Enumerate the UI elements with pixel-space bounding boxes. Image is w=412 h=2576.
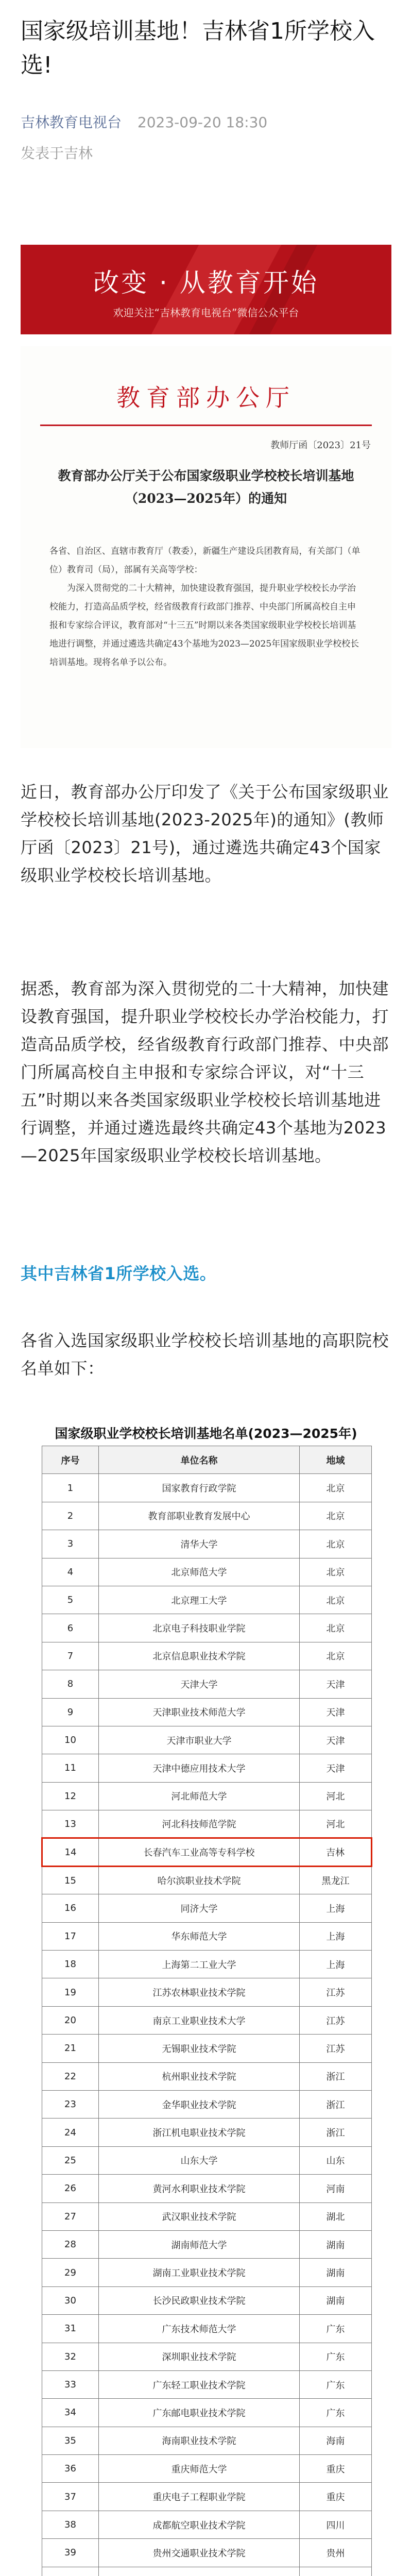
row-region: 贵州 (300, 2539, 372, 2567)
row-unit-name: 华东师范大学 (99, 1922, 300, 1950)
article-meta (21, 112, 267, 133)
row-region: 河北 (300, 1810, 372, 1838)
row-unit-name: 哈尔滨职业技术学院 (99, 1866, 300, 1894)
document-image (21, 346, 391, 748)
row-unit-name: 天津大学 (99, 1670, 300, 1698)
table-row (42, 2006, 372, 2034)
row-index: 1 (42, 1474, 99, 1502)
row-index: 29 (42, 2259, 99, 2286)
row-region: 吉林 (300, 1838, 372, 1866)
row-region: 天津 (300, 1754, 372, 1782)
row-region: 重庆 (300, 2455, 372, 2483)
row-unit-name: 天津市职业大学 (99, 1726, 300, 1754)
table-row (42, 2370, 372, 2398)
row-index: 14 (42, 1838, 99, 1866)
table-row (42, 1698, 372, 1726)
table-row (42, 2539, 372, 2567)
row-unit-name: 天津职业技术师范大学 (99, 1698, 300, 1726)
table-row (42, 2259, 372, 2286)
row-index: 2 (42, 1502, 99, 1530)
row-unit-name: 武汉职业技术学院 (99, 2202, 300, 2230)
row-region: 广东 (300, 2315, 372, 2343)
row-unit-name: 重庆电子工程职业学院 (99, 2483, 300, 2511)
row-region: 广东 (300, 2399, 372, 2427)
row-index: 4 (42, 1558, 99, 1586)
row-region: 北京 (300, 1474, 372, 1502)
row-index: 13 (42, 1810, 99, 1838)
row-unit-name: 河北科技师范学院 (99, 1810, 300, 1838)
row-unit-name: 北京理工大学 (99, 1586, 300, 1614)
table-row (42, 2343, 372, 2370)
table-row (42, 1866, 372, 1894)
row-region: 江苏 (300, 2035, 372, 2062)
banner-title: 改变 · 从教育开始 (93, 268, 319, 298)
row-index: 39 (42, 2539, 99, 2567)
row-region: 江苏 (300, 1978, 372, 2006)
row-index: 8 (42, 1670, 99, 1698)
row-index: 32 (42, 2343, 99, 2370)
row-region: 北京 (300, 1642, 372, 1670)
row-index: 36 (42, 2455, 99, 2483)
row-region: 天津 (300, 1698, 372, 1726)
row-region: 上海 (300, 1951, 372, 1978)
document-paragraph: 为深入贯彻党的二十大精神，加快建设教育强国，提升职业学校校长办学治校能力，打造高品质学校，经省级教育行政部门推荐、中央部门所属高校自主申报和专家综合评议，教育部对“十三五”时期以来各类国家级职业学校校长培训基地进行调整，并通过遴选共确定43个基地为2023—2025年国家级职业学校校长培训基地。现将名单予以公布。 (49, 583, 359, 668)
row-region: 湖北 (300, 2202, 372, 2230)
row-region: 北京 (300, 1502, 372, 1530)
row-unit-name: 广东技术师范大学 (99, 2315, 300, 2343)
row-unit-name (99, 2567, 300, 2576)
header-index: 序号 (42, 1446, 99, 1474)
row-region: 浙江 (300, 2062, 372, 2090)
training-base-table (41, 1446, 372, 2576)
banner-subtitle: 欢迎关注“吉林教育电视台”微信公众平台 (113, 307, 299, 319)
table-row (42, 1558, 372, 1586)
row-region: 浙江 (300, 2119, 372, 2146)
row-index: 38 (42, 2511, 99, 2538)
row-region: 山东 (300, 2146, 372, 2174)
row-unit-name: 同济大学 (99, 1894, 300, 1922)
table-row (42, 2286, 372, 2314)
table-row (42, 2230, 372, 2258)
row-region: 四川 (300, 2511, 372, 2538)
table-row (42, 1838, 372, 1866)
table-row (42, 2455, 372, 2483)
row-index: 5 (42, 1586, 99, 1614)
document-title: 教育部办公厅关于公布国家级职业学校校长培训基地（2023—2025年）的通知 (58, 468, 354, 506)
row-index: 30 (42, 2286, 99, 2314)
table-row (42, 1951, 372, 1978)
table-row (42, 2062, 372, 2090)
row-unit-name: 北京师范大学 (99, 1558, 300, 1586)
table-row (42, 1502, 372, 1530)
row-region: 上海 (300, 1894, 372, 1922)
article-title: 国家级培训基地！吉林省1所学校入选! (21, 18, 375, 78)
table-row (42, 2399, 372, 2427)
row-region: 湖南 (300, 2286, 372, 2314)
table-row (42, 1530, 372, 1558)
row-unit-name: 湖南工业职业技术学院 (99, 2259, 300, 2286)
row-unit-name: 南京工业职业技术大学 (99, 2006, 300, 2034)
row-unit-name: 无锡职业技术学院 (99, 2035, 300, 2062)
table-row (42, 1726, 372, 1754)
row-unit-name: 上海第二工业大学 (99, 1951, 300, 1978)
table-row (42, 2146, 372, 2174)
document-number: 教师厅函〔2023〕21号 (270, 440, 371, 451)
row-unit-name: 长春汽车工业高等专科学校 (99, 1838, 300, 1866)
row-index: 21 (42, 2035, 99, 2062)
row-unit-name: 杭州职业技术学院 (99, 2062, 300, 2090)
row-index: 18 (42, 1951, 99, 1978)
row-index: 34 (42, 2399, 99, 2427)
row-unit-name: 河北师范大学 (99, 1782, 300, 1810)
row-unit-name: 海南职业技术学院 (99, 2427, 300, 2454)
row-region: 湖南 (300, 2230, 372, 2258)
row-region: 上海 (300, 1922, 372, 1950)
row-region: 天津 (300, 1670, 372, 1698)
row-index: 23 (42, 2090, 99, 2118)
row-index: 19 (42, 1978, 99, 2006)
table-row (42, 1810, 372, 1838)
row-index: 20 (42, 2006, 99, 2034)
row-index: 10 (42, 1726, 99, 1754)
table-body (42, 1474, 372, 2576)
header-region: 地域 (300, 1446, 372, 1474)
row-region: 北京 (300, 1530, 372, 1558)
row-index: 7 (42, 1642, 99, 1670)
row-index: 35 (42, 2427, 99, 2454)
row-unit-name: 广东轻工职业技术学院 (99, 2370, 300, 2398)
table-row (42, 2175, 372, 2202)
row-region: 北京 (300, 1558, 372, 1586)
paragraph-intro: 近日，教育部办公厅印发了《关于公布国家级职业学校校长培训基地(2023-2025年)的通知》(教师厅函〔2023〕21号)，通过遴选共确定43个国家级职业学校校长培训基地。 (21, 782, 389, 885)
table-row (42, 1754, 372, 1782)
row-unit-name: 国家教育行政学院 (99, 1474, 300, 1502)
row-region: 广东 (300, 2370, 372, 2398)
document-red-rule (40, 425, 372, 426)
row-region: 天津 (300, 1726, 372, 1754)
table-row (42, 1586, 372, 1614)
table-row (42, 2427, 372, 2454)
table-row (42, 1894, 372, 1922)
row-region: 黑龙江 (300, 1866, 372, 1894)
row-index: 11 (42, 1754, 99, 1782)
row-index: 6 (42, 1614, 99, 1642)
row-unit-name: 北京信息职业技术学院 (99, 1642, 300, 1670)
table-header-row (42, 1446, 372, 1474)
table-row (42, 2119, 372, 2146)
row-unit-name: 教育部职业教育发展中心 (99, 1502, 300, 1530)
document-header: 教育部办公厅 (116, 384, 296, 412)
row-unit-name: 黄河水利职业技术学院 (99, 2175, 300, 2202)
row-unit-name: 金华职业技术学院 (99, 2090, 300, 2118)
row-region: 广东 (300, 2343, 372, 2370)
row-region: 海南 (300, 2427, 372, 2454)
row-index: 16 (42, 1894, 99, 1922)
row-unit-name: 贵州交通职业技术学院 (99, 2539, 300, 2567)
row-unit-name: 湖南师范大学 (99, 2230, 300, 2258)
row-index: 17 (42, 1922, 99, 1950)
row-index: 27 (42, 2202, 99, 2230)
table-row (42, 2035, 372, 2062)
row-unit-name: 长沙民政职业技术学院 (99, 2286, 300, 2314)
banner-image (21, 245, 391, 334)
row-index: 26 (42, 2175, 99, 2202)
document-salutation: 各省、自治区、直辖市教育厅（教委），新疆生产建设兵团教育局，有关部门（单位）教育司（局），部属有关高等学校： (49, 546, 360, 575)
table-row (42, 2090, 372, 2118)
row-unit-name: 成都航空职业技术学院 (99, 2511, 300, 2538)
table-row (42, 2202, 372, 2230)
paragraph-details: 据悉，教育部为深入贯彻党的二十大精神，加快建设教育强国，提升职业学校校长办学治校能力，打造高品质学校，经省级教育行政部门推荐、中央部门所属高校自主申报和专家综合评议，对“十三五”时期以来各类国家级职业学校校长培训基地进行调整，并通过遴选最终共确定43个基地为2023—2025年国家级职业学校校长培训基地。 (21, 979, 389, 1165)
row-region: 北京 (300, 1614, 372, 1642)
table-row (42, 1642, 372, 1670)
table-row (42, 1978, 372, 2006)
table-row (42, 1782, 372, 1810)
row-region (300, 2567, 372, 2576)
header-unit-name: 单位名称 (99, 1446, 300, 1474)
paragraph-highlight: 其中吉林省1所学校入选。 (21, 1264, 217, 1283)
row-index: 28 (42, 2230, 99, 2258)
row-unit-name: 江苏农林职业技术学院 (99, 1978, 300, 2006)
publish-location: 发表于吉林 (21, 145, 93, 162)
row-unit-name: 清华大学 (99, 1530, 300, 1558)
table-row (42, 2483, 372, 2511)
table-row (42, 2315, 372, 2343)
row-unit-name: 重庆师范大学 (99, 2455, 300, 2483)
row-index: 9 (42, 1698, 99, 1726)
table-row (42, 1922, 372, 1950)
row-index: 22 (42, 2062, 99, 2090)
row-unit-name: 深圳职业技术学院 (99, 2343, 300, 2370)
row-index (42, 2567, 99, 2576)
row-region: 江苏 (300, 2006, 372, 2034)
row-index: 15 (42, 1866, 99, 1894)
table-row (42, 2511, 372, 2538)
row-index: 12 (42, 1782, 99, 1810)
row-unit-name: 浙江机电职业技术学院 (99, 2119, 300, 2146)
table-row (42, 1614, 372, 1642)
row-index: 3 (42, 1530, 99, 1558)
row-region: 河南 (300, 2175, 372, 2202)
table-image (21, 1422, 391, 2576)
row-region: 浙江 (300, 2090, 372, 2118)
row-unit-name: 广东邮电职业技术学院 (99, 2399, 300, 2427)
row-region: 重庆 (300, 2483, 372, 2511)
publish-date: 2023-09-20 18:30 (137, 114, 268, 131)
row-index: 37 (42, 2483, 99, 2511)
document-body (49, 542, 364, 672)
row-region: 湖南 (300, 2259, 372, 2286)
row-index: 25 (42, 2146, 99, 2174)
row-region: 北京 (300, 1586, 372, 1614)
row-unit-name: 山东大学 (99, 2146, 300, 2174)
table-row (42, 1474, 372, 1502)
paragraph-list-intro: 各省入选国家级职业学校校长培训基地的高职院校名单如下： (21, 1331, 389, 1378)
row-unit-name: 北京电子科技职业学院 (99, 1614, 300, 1642)
table-caption: 国家级职业学校校长培训基地名单(2023—2025年) (55, 1426, 357, 1441)
row-index: 31 (42, 2315, 99, 2343)
table-row (42, 2567, 372, 2576)
row-unit-name: 天津中德应用技术大学 (99, 1754, 300, 1782)
account-name-link[interactable]: 吉林教育电视台 (21, 114, 122, 131)
table-row (42, 1670, 372, 1698)
row-region: 河北 (300, 1782, 372, 1810)
row-index: 24 (42, 2119, 99, 2146)
row-index: 33 (42, 2370, 99, 2398)
